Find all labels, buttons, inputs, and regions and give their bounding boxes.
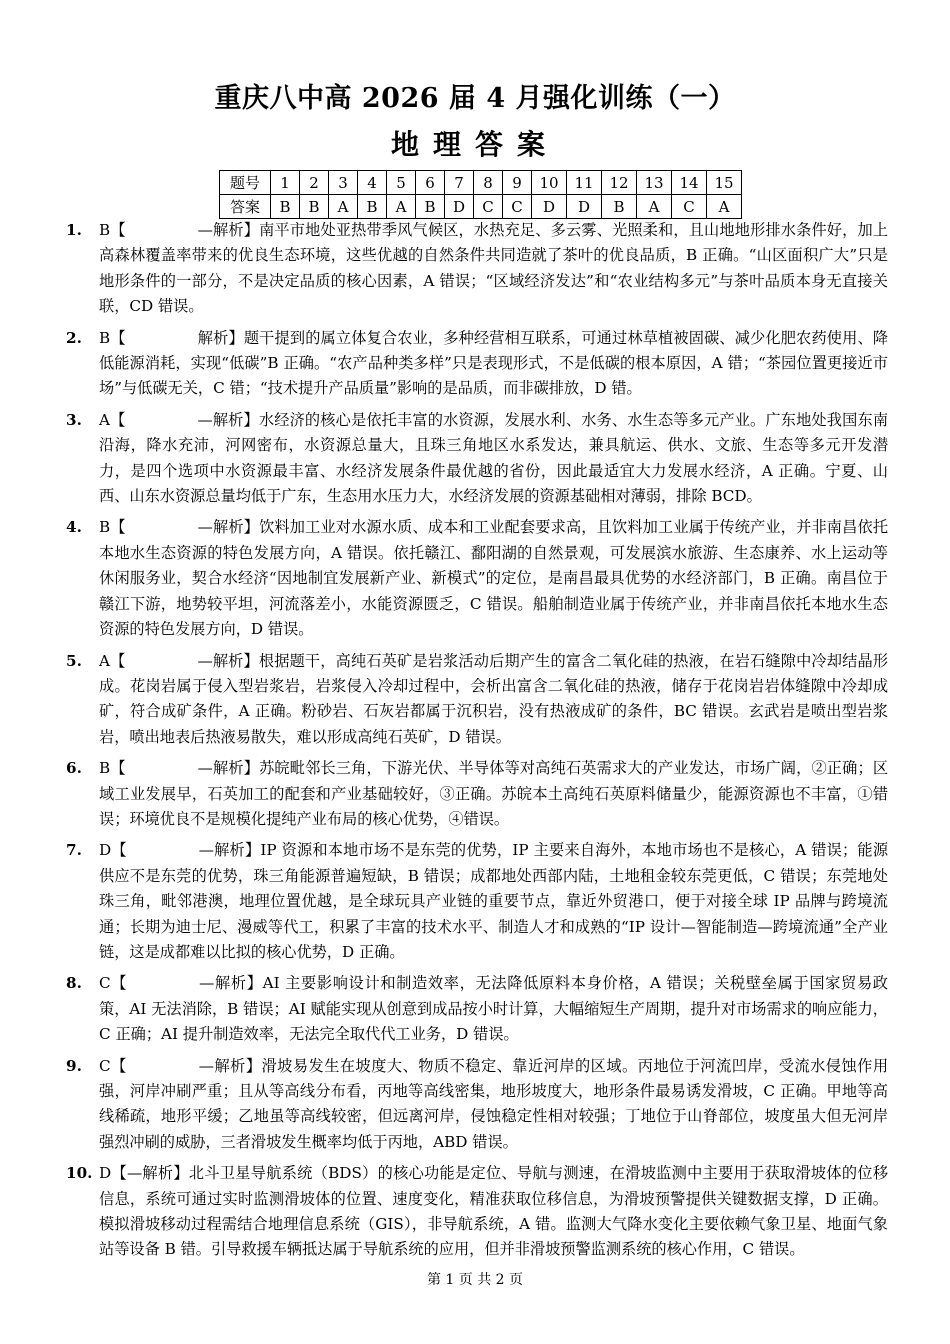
item-answer: A【: [99, 651, 126, 670]
analysis-tag: —解析】: [197, 651, 259, 670]
analysis-text: 题干提到的属立体复合农业，多种经营相互联系，可通过林草植被固碳、减少化肥农药使用、降低能源消耗，实现“低碳”B 正确。“农产品种类多样”只是表现形式，不是低碳的根本原因，A 错；“茶园位置更接近市场”与低碳无关，C 错；“技术提升产品质量”影响的是品质，而非碳排放，D 错。: [99, 328, 889, 398]
question-number-cell: 7: [445, 171, 474, 195]
answer-table-number-row: [220, 171, 742, 195]
question-number-cell: 10: [532, 171, 567, 195]
explanation-item: [66, 326, 888, 402]
explanation-item: [66, 649, 888, 751]
analysis-tag: —解析】: [197, 759, 260, 778]
item-answer: D【: [99, 1164, 127, 1183]
analysis-text: 滑坡易发生在坡度大、物质不稳定、靠近河岸的区域。丙地位于河流凹岸，受流水侵蚀作用强，河岸冲刷严重；且从等高线分布看，丙地等高线密集，地形坡度大，地形条件最易诱发滑坡，C 正确。甲地等高线稀疏，地形平缓；乙地虽等高线较密，但远离河岸，侵蚀稳定性相对较强；丁地位于山脊部位，坡度虽大但无河岸强烈冲刷的威胁，三者滑坡发生概率均低于丙地，ABD 错误。: [99, 1056, 889, 1151]
answer-cell: D: [567, 195, 602, 219]
question-number-cell: 14: [672, 171, 707, 195]
item-number: 5.: [66, 651, 82, 670]
item-answer: B【: [99, 328, 126, 347]
item-number: 10.: [66, 1164, 93, 1183]
analysis-text: 苏皖毗邻长三角，下游光伏、半导体等对高纯石英需求大的产业发达，市场广阔，②正确；区域工业发展早，石英加工的配套和产业基础较好，③正确。苏皖本土高纯石英原料储量少，能源资源也不丰富，①错误；环境优良不是规模化提纯产业布局的核心优势，④错误。: [99, 759, 889, 828]
answer-cell: A: [387, 195, 416, 219]
answer-cell: D: [532, 195, 567, 219]
item-answer: C【: [99, 974, 128, 993]
answer-table-answer-row: [220, 195, 742, 219]
answer-cell: B: [358, 195, 387, 219]
explanation-item: [66, 515, 888, 642]
explanation-item: [66, 218, 888, 320]
question-number-cell: 2: [300, 171, 329, 195]
question-number-cell: 1: [271, 171, 300, 195]
item-number: 8.: [66, 974, 82, 993]
analysis-tag: 解析】: [197, 328, 244, 347]
item-number: 2.: [66, 328, 82, 347]
page-title: 重庆八中高 2026 届 4 月强化训练（一）: [214, 83, 736, 114]
analysis-tag: —解析】: [197, 518, 260, 537]
explanation-list: [66, 218, 888, 1269]
item-number: 9.: [66, 1056, 82, 1075]
explanation-item: [66, 1161, 888, 1263]
question-number-cell: 12: [602, 171, 637, 195]
analysis-tag: —解析】: [199, 974, 263, 993]
explanation-item: [66, 838, 888, 965]
answer-cell: C: [503, 195, 532, 219]
item-answer: B【: [99, 221, 126, 239]
item-answer: B【: [99, 759, 126, 778]
analysis-text: IP 资源和本地市场不是东莞的优势，IP 主要来自海外，本地市场也不是核心，A 错误；能源供应不是东莞的优势，珠三角能源普遍短缺，B 错误；成都地处西部内陆，土地租金较东莞更低，C 错误；东莞地处珠三角，毗邻港澳，地理位置优越，是全球玩具产业链的重要节点，靠近外贸港口，便于对接全球 IP 品牌与跨境流通；长期为迪士尼、漫威等代工，积累了丰富的技术水平、制造人才和成熟的“IP 设计—智能制造—跨境流通”全产业链，这是成都难以比拟的核心优势，D 正确。: [99, 841, 889, 961]
analysis-text: 根据题干，高纯石英矿是岩浆活动后期产生的富含二氧化硅的热液，在岩石缝隙中冷却结晶形成。花岗岩属于侵入型岩浆岩，岩浆侵入冷却过程中，会析出富含二氧化硅的热液，储存于花岗岩岩体缝隙中冷却成矿，符合成矿条件，A 正确。粉砂岩、石灰岩都属于沉积岩，没有热液成矿的条件，BC 错误。玄武岩是喷出型岩浆岩，喷出地表后热液易散失，难以形成高纯石英矿，D 错误。: [99, 651, 889, 746]
item-number: 4.: [66, 518, 82, 537]
analysis-text: AI 主要影响设计和制造效率，无法降低原料本身价格，A 错误；关税壁垒属于国家贸易政策，AI 无法消除，B 错误；AI 赋能实现从创意到成品按小时计算，大幅缩短生产周期，提升对市场需求的响应能力，C 正确；AI 提升制造效率，无法完全取代代工业务，D 错误。: [99, 974, 888, 1044]
analysis-text: 北斗卫星导航系统（BDS）的核心功能是定位、导航与测速，在滑坡监测中主要用于获取滑坡体的位移信息，系统可通过实时监测滑坡体的位置、速度变化，精准获取位移信息，为滑坡预警提供关键数据支撑，D 正确。模拟滑坡移动过程需结合地理信息系统（GIS），非导航系统，A 错。监测大气降水变化主要依赖气象卫星、地面气象站等设备 B 错。引导救援车辆抵达属于导航系统的应用，但并非滑坡预警监测系统的核心作用，C 错误。: [99, 1164, 889, 1259]
answer-cell: B: [271, 195, 300, 219]
answer-cell: A: [329, 195, 358, 219]
explanation-item: [66, 971, 888, 1047]
analysis-tag: —解析】: [197, 221, 260, 239]
item-answer: D【: [99, 841, 127, 860]
question-number-cell: 9: [503, 171, 532, 195]
analysis-tag: —解析】: [198, 1056, 262, 1075]
item-number: 7.: [66, 841, 82, 860]
answer-cell: A: [637, 195, 672, 219]
question-number-cell: 6: [416, 171, 445, 195]
answer-cell: D: [445, 195, 474, 219]
page-subtitle: 地理答案: [390, 128, 559, 161]
analysis-text: 饮料加工业对水源水质、成本和工业配套要求高，且饮料加工业属于传统产业，并非南昌依托本地水生态资源的特色发展方向，A 错误。依托赣江、鄱阳湖的自然景观，可发展滨水旅游、生态康养、水上运动等休闲服务业，契合水经济“因地制宜发展新产业、新模式”的定位，是南昌最具优势的水经济部门，B 正确。南昌位于赣江下游，地势较平坦，河流落差小，水能资源匮乏，C 错误。船舶制造业属于传统产业，并非南昌依托本地水生态资源的特色发展方向，D 错误。: [99, 518, 889, 639]
question-number-cell: 13: [637, 171, 672, 195]
analysis-text: 南平市地处亚热带季风气候区，水热充足、多云雾、光照柔和，且山地地形排水条件好，加上高森林覆盖率带来的优良生态环境，这些优越的自然条件共同造就了茶叶的优良品质，B 正确。“山区面积广大”只是地形条件的一部分，不是决定品质的核心因素，A 错误；“区域经济发达”和“农业结构多元”与茶叶品质本身无直接关联，CD 错误。: [99, 221, 889, 316]
question-number-cell: 15: [707, 171, 742, 195]
row-label-number: 题号: [220, 171, 271, 195]
answer-cell: B: [602, 195, 637, 219]
question-number-cell: 5: [387, 171, 416, 195]
question-number-cell: 4: [358, 171, 387, 195]
answer-cell: B: [416, 195, 445, 219]
explanation-item: [66, 1054, 888, 1156]
item-number: 6.: [66, 759, 82, 778]
item-number: 3.: [66, 410, 82, 429]
item-answer: A【: [99, 410, 126, 429]
answer-cell: C: [672, 195, 707, 219]
question-number-cell: 3: [329, 171, 358, 195]
explanation-item: [66, 756, 888, 832]
question-number-cell: 8: [474, 171, 503, 195]
answer-table: [219, 170, 742, 219]
analysis-text: 水经济的核心是依托丰富的水资源，发展水利、水务、水生态等多元产业。广东地处我国东南沿海，降水充沛，河网密布，水资源总量大，且珠三角地区水系发达，兼具航运、供水、文旅、生态等多元开发潜力，是四个选项中水资源最丰富、水经济发展条件最优越的省份，因此最适宜大力发展水经济，A 正确。宁夏、山西、山东水资源总量均低于广东，生态用水压力大，水经济发展的资源基础相对薄弱，排除 BCD。: [99, 410, 889, 506]
item-number: 1.: [66, 221, 82, 239]
answer-cell: B: [300, 195, 329, 219]
item-answer: C【: [99, 1056, 127, 1075]
analysis-tag: —解析】: [198, 841, 261, 860]
question-number-cell: 11: [567, 171, 602, 195]
row-label-answer: 答案: [220, 195, 271, 219]
answer-cell: C: [474, 195, 503, 219]
analysis-tag: —解析】: [126, 1164, 189, 1183]
analysis-tag: —解析】: [197, 410, 259, 429]
answer-cell: A: [707, 195, 742, 219]
page-footer: 第 1 页 共 2 页: [426, 1272, 524, 1288]
item-answer: B【: [99, 518, 126, 537]
explanation-item: [66, 408, 888, 510]
